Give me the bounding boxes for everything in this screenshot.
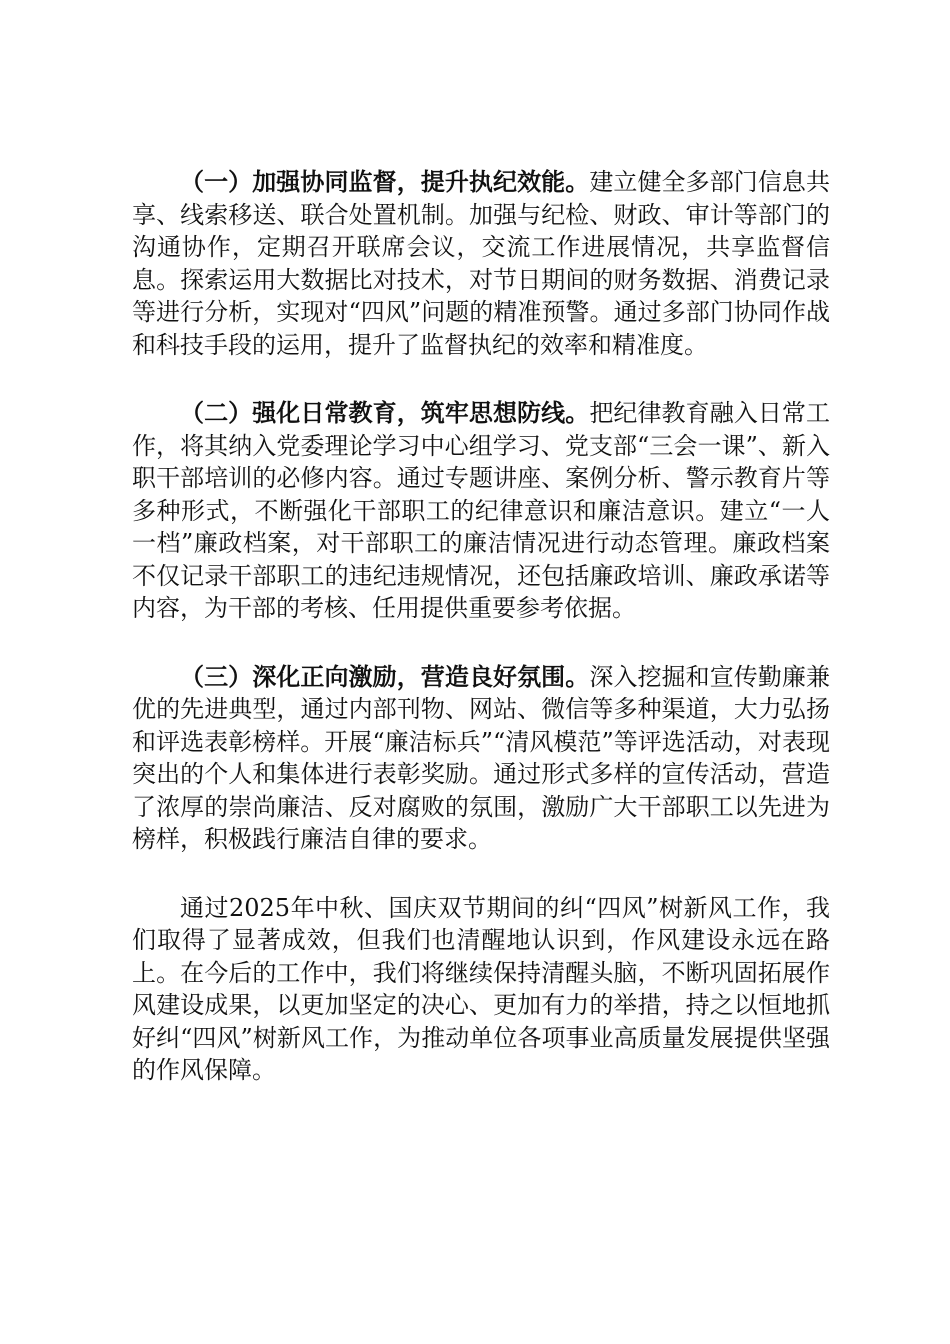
paragraph-text: 深入挖掘和宣传勤廉兼优的先进典型，通过内部刊物、网站、微信等多种渠道，大力弘扬和评选表彰榜样。开展“廉洁标兵”“清风模范”等评选活动，对表现突出的个人和集体进行表彰奖励。通过形式多样的宣传活动，营造了浓厚的崇尚廉洁、反对腐败的氛围，激励广大干部职工以先进为榜样，积极践行廉洁自律的要求。 [132, 662, 831, 853]
paragraph-heading: （二）强化日常教育，筑牢思想防线。 [180, 399, 590, 427]
paragraph-heading: （三）深化正向激励，营造良好氛围。 [180, 662, 590, 691]
paragraph-text: 建立健全多部门信息共享、线索移送、联合处置机制。加强与纪检、财政、审计等部门的沟通协作，定期召开联席会议，交流工作进展情况，共享监督信息。探索运用大数据比对技术，对节日期间的财务数据、消费记录等进行分析，实现对“四风”问题的精准预警。通过多部门协同作战和科技手段的运用，提升了监督执纪的效率和精准度。 [132, 168, 831, 359]
paragraph-text: 通过2025年中秋、国庆双节期间的纠“四风”树新风工作，我们取得了显著成效，但我们也清醒地认识到，作风建设永远在路上。在今后的工作中，我们将继续保持清醒头脑，不断巩固拓展作风建设成果，以更加坚定的决心、更加有力的举措，持之以恒地抓好纠“四风”树新风工作，为推动单位各项事业高质量发展提供坚强的作风保障。 [132, 893, 830, 1084]
paragraph-heading: （一）加强协同监督，提升执纪效能。 [180, 168, 590, 196]
paragraph-text: 把纪律教育融入日常工作，将其纳入党委理论学习中心组学习、党支部“三会一课”、新入职干部培训的必修内容。通过专题讲座、案例分析、警示教育片等多种形式，不断强化干部职工的纪律意识和廉洁意识。建立“一人一档”廉政档案，对干部职工的廉洁情况进行动态管理。廉政档案不仅记录干部职工的违纪违规情况，还包括廉政培训、廉政承诺等内容，为干部的考核、任用提供重要参考依据。 [132, 399, 831, 622]
document-body [132, 166, 830, 1087]
paragraph-conclusion [132, 892, 830, 1087]
paragraph-positive-incentives [132, 661, 830, 856]
paragraph-collaborative-supervision [132, 166, 830, 361]
paragraph-daily-education [132, 397, 830, 625]
